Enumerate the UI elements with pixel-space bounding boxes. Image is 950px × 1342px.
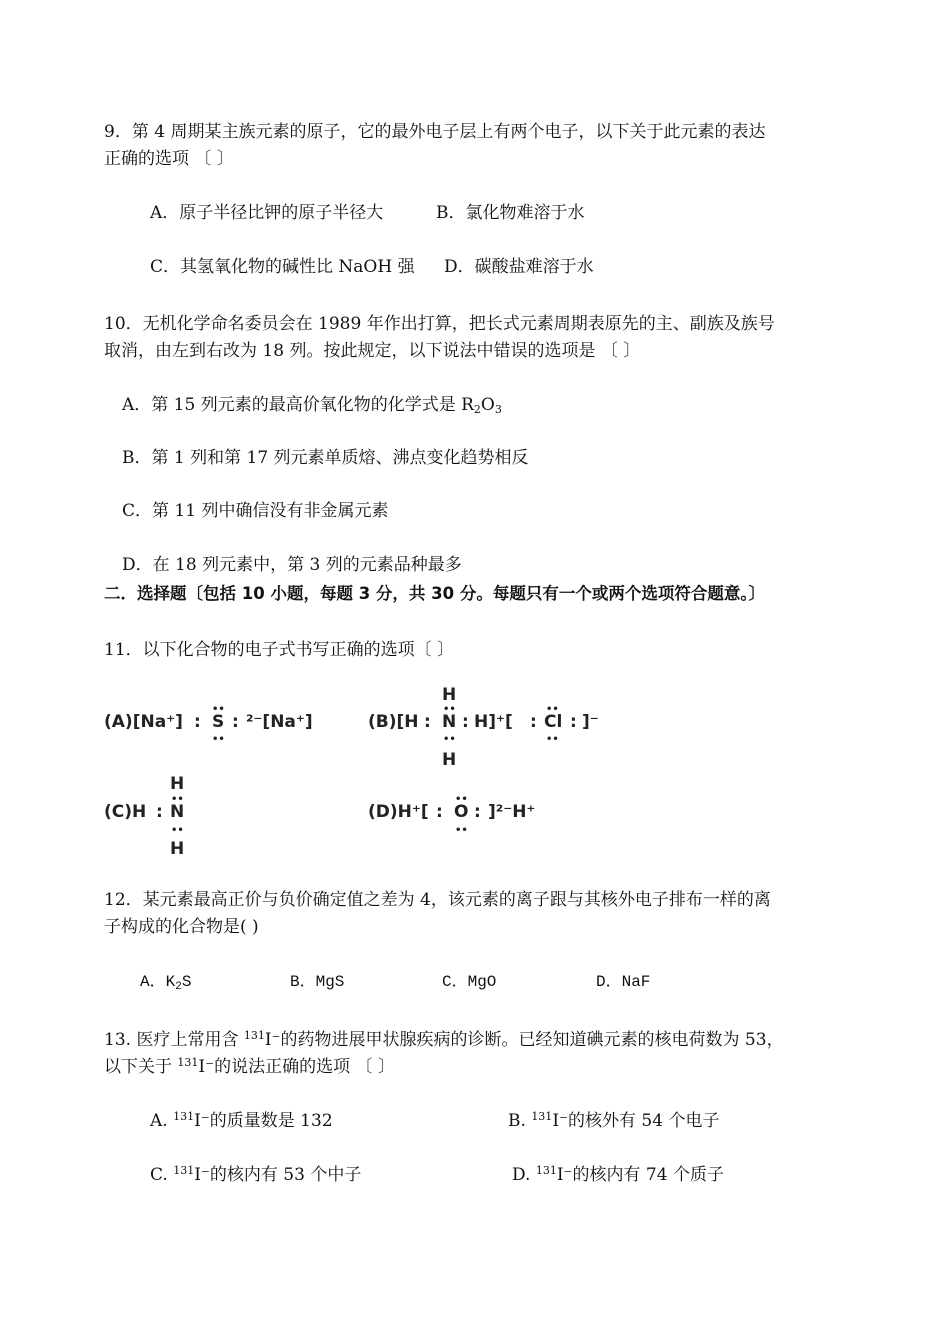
option-d-left: (D)H⁺[ <box>368 802 429 822</box>
option-b-nitrogen: N <box>442 712 457 732</box>
q13-stem-line2: 以下关于 $^{131}$I⁻的说法正确的选项 〔 〕 <box>104 1056 395 1077</box>
option-a-colon-1: : <box>194 712 201 732</box>
q10-option-b: B．第 1 列和第 17 列元素单质熔、沸点变化趋势相反 <box>122 448 529 468</box>
option-b-h-bottom: H <box>442 750 457 770</box>
q10-option-a: A．第 15 列元素的最高价氧化物的化学式是 $R_2O_3$ <box>122 395 502 416</box>
option-c-h-bottom: H <box>170 839 185 859</box>
option-a-sulfur: S <box>212 712 225 732</box>
option-c-dots-top: •• <box>171 794 184 805</box>
option-a-dots-top: •• <box>212 704 225 715</box>
q12-stem-line1: 12．某元素最高正价与负价确定值之差为 4，该元素的离子跟与其核外电子排布一样的离 <box>104 890 771 910</box>
option-a-colon-2: : <box>232 712 239 732</box>
option-c-nitrogen: N <box>170 802 185 822</box>
q12-option-a: A．$K_2S$ <box>140 973 192 993</box>
option-b-colon-2: : <box>462 712 469 732</box>
q13-option-c: C. $^{131}$I⁻的核内有 53 个中子 <box>150 1164 362 1185</box>
option-c-dots-bottom: •• <box>171 825 184 836</box>
option-a-right: ²⁻[Na⁺] <box>246 712 313 732</box>
option-b-left: (B)[H <box>368 712 419 732</box>
option-b-colon-1: : <box>424 712 431 732</box>
option-d-colon-2: : <box>474 802 481 822</box>
option-b-dots-n: •• <box>443 704 456 715</box>
option-c-left: (C)H <box>104 802 147 822</box>
q10-stem-line1: 10．无机化学命名委员会在 1989 年作出打算，把长式元素周期表原先的主、副族及族号 <box>104 314 775 334</box>
q9-option-a: A．原子半径比钾的原子半径大 <box>150 203 384 223</box>
option-d-dots-bottom: •• <box>455 825 468 836</box>
option-d-dots-top: •• <box>455 794 468 805</box>
q12-option-b: B．MgS <box>290 973 345 991</box>
option-c-h-top: H <box>170 774 185 794</box>
option-b-dots-cl-top: •• <box>546 704 559 715</box>
option-b-h-top: H <box>442 685 457 705</box>
option-c-colon: : <box>156 802 163 822</box>
q9-option-c: C．其氢氧化物的碱性比 NaOH 强 <box>150 257 415 277</box>
electron-formula-figure <box>100 682 620 862</box>
option-b-colon-4: : <box>570 712 577 732</box>
q10-stem-line2: 取消，由左到右改为 18 列。按此规定，以下说法中错误的选项是 〔 〕 <box>104 341 641 361</box>
option-b-colon-3: : <box>530 712 537 732</box>
option-b-end: ]⁻ <box>582 712 599 732</box>
q9-option-d: D．碳酸盐难溶于水 <box>444 257 594 277</box>
q9-stem-line1: 9．第 4 周期某主族元素的原子，它的最外电子层上有两个电子，以下关于此元素的表达 <box>104 122 766 142</box>
option-d-oxygen: O <box>454 802 469 822</box>
q10-option-c: C．第 11 列中确信没有非金属元素 <box>122 501 389 521</box>
option-d-right: ]²⁻H⁺ <box>488 802 536 822</box>
q10-option-d: D．在 18 列元素中，第 3 列的元素品种最多 <box>122 555 462 575</box>
option-a-dots-bottom: •• <box>212 734 225 745</box>
q12-stem-line2: 子构成的化合物是( ) <box>104 917 259 937</box>
q12-option-d: D．NaF <box>596 973 651 991</box>
option-d-colon-1: : <box>436 802 443 822</box>
q9-stem-line2: 正确的选项 〔 〕 <box>104 149 234 169</box>
q13-stem-line1: 13. 医疗上常用含 $^{131}$I⁻的药物进展甲状腺疾病的诊断。已经知道碘元素的核电荷数为 53， <box>104 1029 784 1050</box>
q9-option-b: B．氯化物难溶于水 <box>436 203 585 223</box>
option-b-mid: H]⁺[ <box>474 712 513 732</box>
section-2-title: 二．选择题〔包括 10 小题，每题 3 分，共 30 分。每题只有一个或两个选项符合题意。〕 <box>104 584 766 603</box>
q13-option-d: D. $^{131}$I⁻的核内有 74 个质子 <box>512 1164 724 1185</box>
option-b-dots-n-bottom: •• <box>443 734 456 745</box>
option-b-dots-cl-bottom: •• <box>546 734 559 745</box>
q13-option-a: A. $^{131}$I⁻的质量数是 132 <box>150 1110 333 1131</box>
q11-stem: 11．以下化合物的电子式书写正确的选项〔 〕 <box>104 640 455 660</box>
q12-option-c: C．MgO <box>442 973 497 991</box>
option-b-chlorine: Cl <box>544 712 563 732</box>
option-a-left: (A)[Na⁺] <box>104 712 183 732</box>
q13-option-b: B. $^{131}$I⁻的核外有 54 个电子 <box>508 1110 720 1131</box>
